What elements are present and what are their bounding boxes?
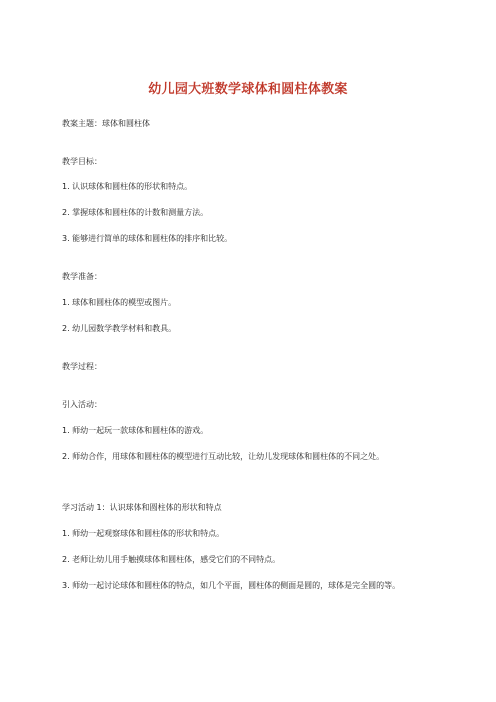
intro-item-1: 1. 师幼一起玩一款球体和圆柱体的游戏。 <box>62 426 209 435</box>
objective-item-2: 2. 掌握球体和圆柱体的计数和测量方法。 <box>62 208 209 217</box>
section-heading-objectives: 教学目标： <box>62 157 102 166</box>
learning-item-3: 3. 师幼一起讨论球体和圆柱体的特点，如几个平面，圆柱体的侧面是圆的，球体是完全圆的等。 <box>62 581 401 590</box>
section-heading-intro-activity: 引入活动： <box>62 400 102 409</box>
lesson-topic: 教案主题：球体和圆柱体 <box>62 119 150 128</box>
section-heading-preparation: 教学准备： <box>62 272 102 281</box>
preparation-item-2: 2. 幼儿园数学教学材料和教具。 <box>62 324 177 333</box>
section-heading-learning-activity-1: 学习活动 1：认识球体和圆柱体的形状和特点 <box>62 503 222 512</box>
learning-item-2: 2. 老师让幼儿用手触摸球体和圆柱体，感受它们的不同特点。 <box>62 555 281 564</box>
section-heading-process: 教学过程： <box>62 362 102 371</box>
preparation-item-1: 1. 球体和圆柱体的模型或图片。 <box>62 298 177 307</box>
document-title: 幼儿园大班数学球体和圆柱体教案 <box>148 82 348 97</box>
intro-item-2: 2. 师幼合作，用球体和圆柱体的模型进行互动比较，让幼儿发现球体和圆柱体的不同之处。 <box>62 452 385 461</box>
learning-item-1: 1. 师幼一起观察球体和圆柱体的形状和特点。 <box>62 529 225 538</box>
objective-item-1: 1. 认识球体和圆柱体的形状和特点。 <box>62 182 193 191</box>
objective-item-3: 3. 能够进行简单的球体和圆柱体的排序和比较。 <box>62 234 233 243</box>
